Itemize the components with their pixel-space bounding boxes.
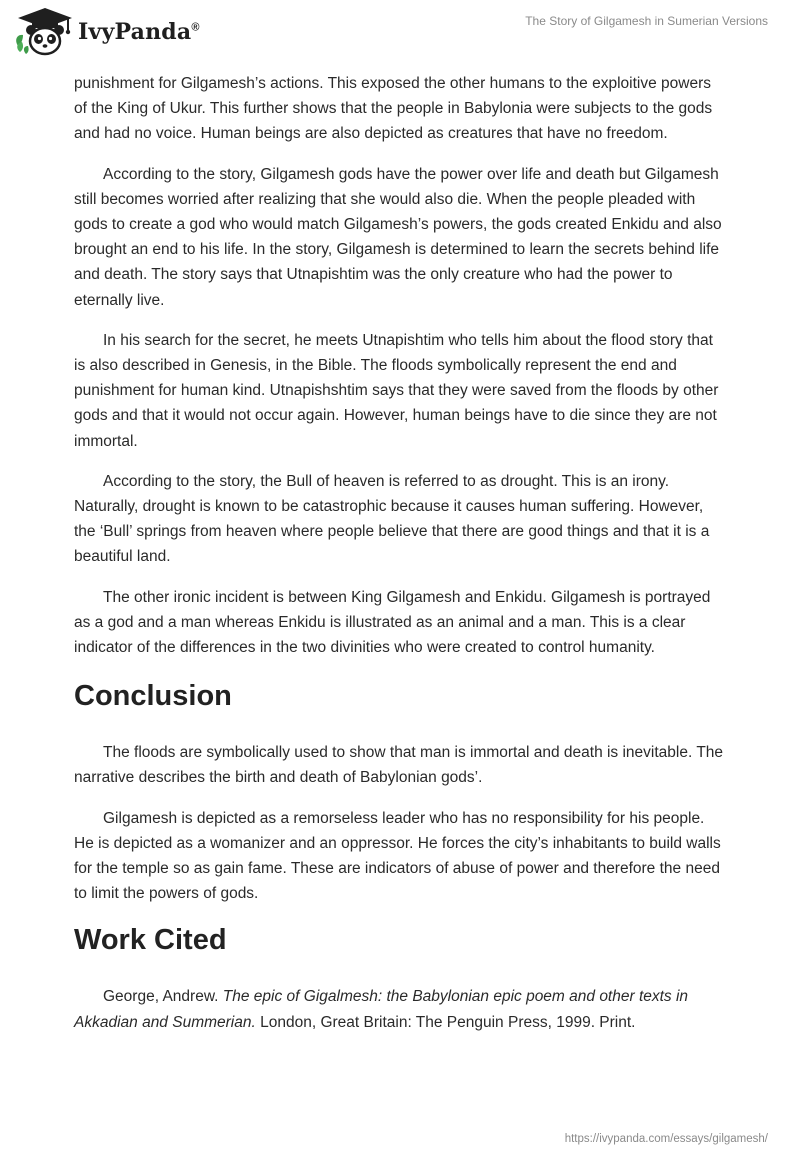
essay-body	[74, 71, 724, 1050]
conclusion-heading: Conclusion	[74, 680, 232, 713]
conclusion-paragraph: The floods are symbolically used to show that man is immortal and death is inevitable. The narrative describes the birth and death of Babylonian gods’.	[74, 744, 724, 787]
paragraph: In his search for the secret, he meets Utnapishtim who tells him about the flood story that is also described in Genesis, in the Bible. The floods symbolically represent the end and punishment for human kind. Utnapishshtim says that they were saved from the floods by other gods and that it would not occur again. However, human beings have to die since they are not immortal.	[74, 331, 719, 450]
works-cited-heading: Work Cited	[74, 924, 227, 957]
panda-graduate-icon	[14, 6, 76, 58]
paragraph: According to the story, Gilgamesh gods have the power over life and death but Gilgamesh still becomes worried after realizing that she would also die. When the people pleaded with gods to create a god who would match Gilgamesh’s powers, the gods created Enkidu and also brought an end to his life. In the story, Gilgamesh is determined to learn the secrets behind life and death. The story says that Utnapishtim was the only creature who had the power to eternally live.	[74, 165, 722, 309]
page-header	[0, 0, 800, 66]
paragraph: The other ironic incident is between King Gilgamesh and Enkidu. Gilgamesh is portrayed as a god and a man whereas Enkidu is illustrated as an animal and a man. This is a clear indicator of the differences in the two divinities who were created to control humanity.	[74, 588, 711, 657]
citation-title: The epic of Gigalmesh: the Babylonian epic poem and other texts in Akkadian and Summerian.	[74, 988, 689, 1031]
source-url-link[interactable]: https://ivypanda.com/essays/gilgamesh/	[564, 1133, 768, 1145]
citation-author: George, Andrew.	[103, 988, 223, 1006]
ivypanda-logo[interactable]	[14, 6, 200, 58]
citation-publication: London, Great Britain: The Penguin Press, 1999. Print.	[255, 1013, 636, 1031]
conclusion-paragraph: Gilgamesh is depicted as a remorseless leader who has no responsibility for his people. He is depicted as a womanizer and an oppressor. He forces the city’s inhabitants to build walls for the temple so as gain fame. These are indicators of abuse of power and therefore the need to limit the powers of gods.	[74, 809, 721, 903]
document-title: The Story of Gilgamesh in Sumerian Versions	[525, 14, 768, 28]
paragraph: According to the story, the Bull of heaven is referred to as drought. This is an irony. Naturally, drought is known to be catastrophic because it causes human suffering. However, the ‘Bull’ springs from heaven where people believe that there are good things and that it is a beautiful land.	[74, 472, 710, 566]
citation-entry	[74, 984, 724, 1034]
brand-name: IvyPanda®	[78, 19, 200, 45]
paragraph-continued: punishment for Gilgamesh’s actions. This exposed the other humans to the exploitive powers of the King of Ukur. This further shows that the people in Babylonia were subjects to the gods and had no voice. Human beings are also depicted as creatures that have no freedom.	[74, 75, 713, 143]
